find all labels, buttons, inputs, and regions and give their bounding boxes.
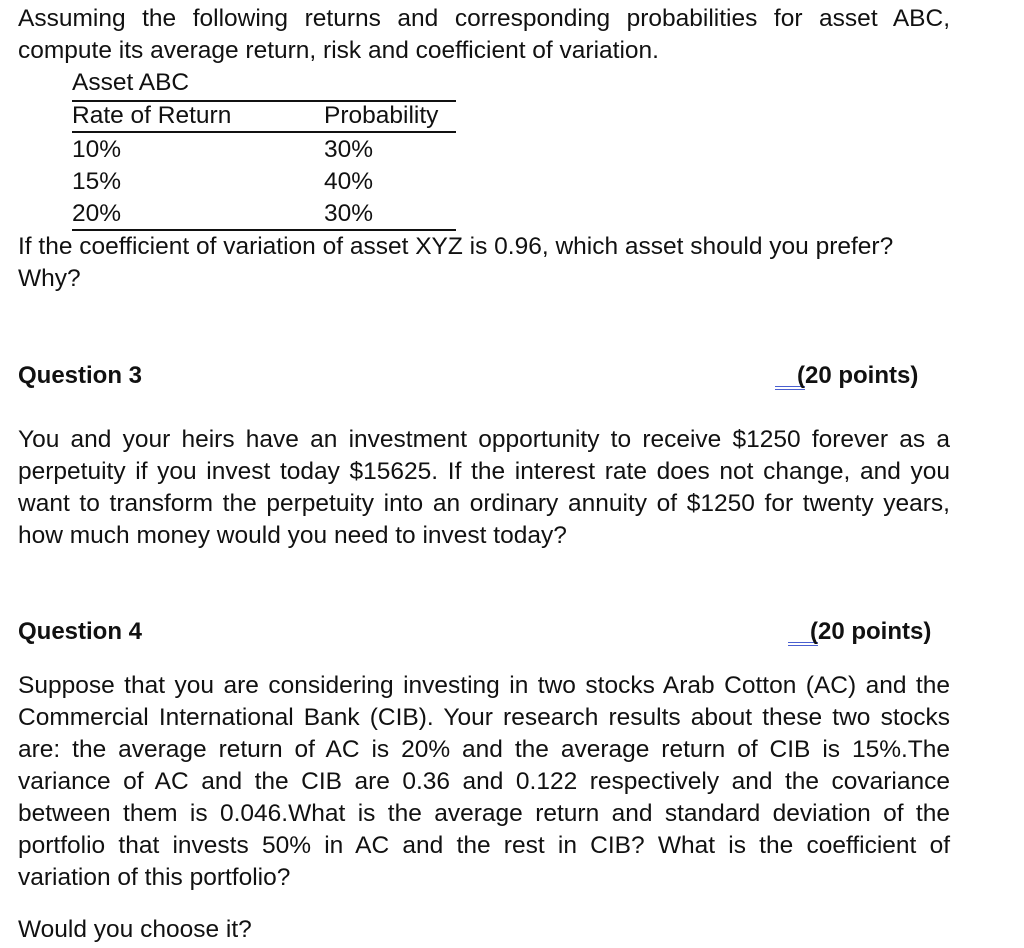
question2-intro: Assuming the following returns and corresponding probabilities for asset ABC, compute its average return, risk and coefficient of variation. bbox=[18, 5, 950, 64]
question2-followup: If the coefficient of variation of asset XYZ is 0.96, which asset should you prefer? Why? bbox=[18, 233, 894, 292]
table-cell-probability: 30% bbox=[324, 136, 374, 163]
table-cell-probability: 40% bbox=[324, 168, 374, 195]
header-rate-of-return: Rate of Return bbox=[72, 102, 232, 129]
question3-points: (20 points) bbox=[797, 362, 919, 389]
table-cell-rate: 15% bbox=[72, 168, 122, 195]
question3-body: You and your heirs have an investment opportunity to receive $1250 forever as a perpetuity if you invest today $15625. If the interest rate does not change, and you want to transform the perpetuity into an ordinary annuity of $1250 for twenty years, how much money would you need to invest today? bbox=[18, 426, 950, 549]
question4-points: (20 points) bbox=[810, 618, 932, 645]
question4-body: Suppose that you are considering investing in two stocks Arab Cotton (AC) and the Commercial International Bank (CIB). Your research results about these two stocks are: the average return of AC is 20% and the average return of CIB is 15%.The variance of AC and the CIB are 0.36 and 0.122 respectively and the covariance between them is 0.046.What is the average return and standard deviation of the portfolio that invests 50% in AC and the rest in CIB? What is the coefficient of variation of this portfolio? bbox=[18, 672, 950, 891]
table-cell-rate: 20% bbox=[72, 200, 122, 227]
table-cell-probability: 30% bbox=[324, 200, 374, 227]
header-probability: Probability bbox=[324, 102, 439, 129]
table-caption: Asset ABC bbox=[72, 69, 190, 96]
question4-heading: Question 4 bbox=[18, 618, 143, 645]
table-header-rule bbox=[72, 131, 456, 133]
question3-heading: Question 3 bbox=[18, 362, 143, 389]
table-cell-rate: 10% bbox=[72, 136, 122, 163]
question4-closing: Would you choose it? bbox=[18, 916, 252, 943]
